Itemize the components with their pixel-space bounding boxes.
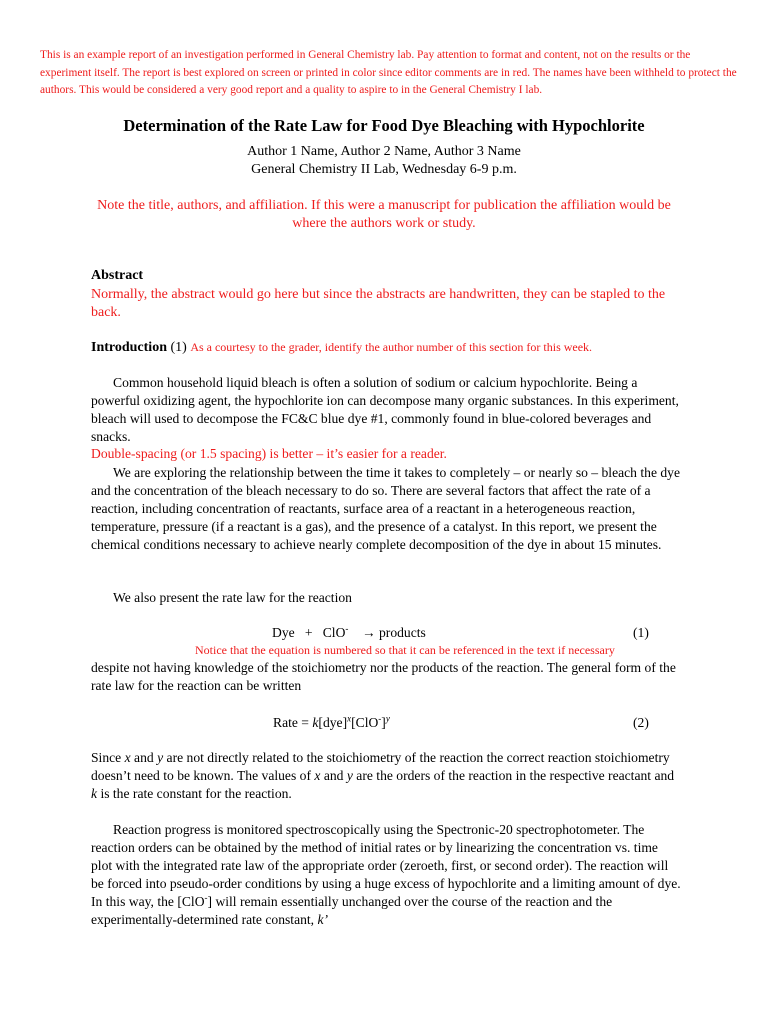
p6-t1: Reaction progress is monitored spectroscopically using the Spectronic-20 spectrophotometer. The reaction orders can be obtained by the method of initial rates or by linearizing the concentration vs. time plot with the integrated rate law of the appropriate order (zeroeth, first, or second order). The reaction will be forced into pseudo-order conditions by using a huge excess of hypochlorite and a limiting amount of dye. In this way, the [ClO bbox=[91, 822, 681, 909]
paragraph-spectroscopy bbox=[91, 821, 681, 929]
paragraph-bleach bbox=[91, 374, 681, 446]
p5-y: y bbox=[157, 750, 164, 765]
eq2-k: k bbox=[312, 715, 319, 730]
paragraph-rate-law-intro-text: We also present the rate law for the reaction bbox=[113, 590, 352, 605]
eq2-charge: - bbox=[378, 713, 382, 724]
equation-2-number: (2) bbox=[633, 715, 649, 730]
equation-1-number: (1) bbox=[633, 625, 649, 640]
p5-x2: x bbox=[314, 768, 321, 783]
paragraph-bleach-text: Common household liquid bleach is often a solution of sodium or calcium hypochlorite. Being a powerful oxidizing agent, the hypochlorite ion can decompose many organic substances. In this experiment, bleach will used to decompose the FC&C blue dye #1, commonly found in blue-colored beverages and snacks. bbox=[91, 375, 679, 444]
editor-note-title: Note the title, authors, and affiliation. If this were a manuscript for publication the affiliation would be where the authors work or study. bbox=[97, 198, 671, 231]
author-block bbox=[0, 143, 768, 179]
eq1-arrow: → bbox=[362, 625, 376, 640]
p5-x: x bbox=[124, 750, 131, 765]
editor-note-author-number: As a courtesy to the grader, identify the author number of this section for this week. bbox=[190, 340, 593, 354]
section-author-number: (1) bbox=[170, 340, 187, 355]
eq1-dye: Dye bbox=[272, 625, 295, 640]
paragraph-orders bbox=[91, 749, 681, 803]
p6-t2: ] will remain essentially unchanged over the course of the reaction and the experimentally-determined rate constant, bbox=[91, 894, 613, 927]
p5-t1: Since bbox=[91, 750, 125, 765]
eq2-y: y bbox=[385, 713, 390, 724]
editor-note-equation: Notice that the equation is numbered so that it can be referenced in the text if necessary bbox=[195, 643, 615, 657]
paragraph-exploring-text: We are exploring the relationship between the time it takes to completely – or nearly so – bleach the dye and the concentration of the bleach necessary to do so. There are several factors that affect the rate of a reaction, including concentration of reactants, surface area of a reactant in a heterogeneous reaction, temperature, pressure (if a reactant is a gas), and the presence of a catalyst. In this report, we present the chemical conditions necessary to achieve nearly complete decomposition of the dye in about 15 minutes. bbox=[91, 465, 681, 552]
equation-1-expression bbox=[272, 625, 426, 641]
eq1-plus: + bbox=[304, 625, 313, 640]
eq2-close: ] bbox=[381, 715, 386, 730]
abstract-heading: Abstract bbox=[91, 268, 144, 283]
introduction-heading-line bbox=[91, 340, 592, 356]
paragraph-rate-law-intro bbox=[91, 589, 681, 607]
p5-t5: are the orders of the reaction in the respective reactant and bbox=[352, 768, 675, 783]
p6-kprime: k’ bbox=[317, 912, 329, 927]
eq2-x: x bbox=[347, 713, 352, 724]
p5-t2: and bbox=[130, 750, 158, 765]
eq2-dye: [dye] bbox=[318, 715, 348, 730]
report-title: Determination of the Rate Law for Food Dye Bleaching with Hypochlorite bbox=[123, 116, 645, 135]
affiliation: General Chemistry II Lab, Wednesday 6-9 p.m. bbox=[251, 162, 517, 177]
p5-t6: is the rate constant for the reaction. bbox=[97, 786, 292, 801]
editor-note-intro: This is an example report of an investigation performed in General Chemistry lab. Pay attention to format and content, not on the results or the experiment itself. The report is best explored on screen or printed in color since editor comments are in red. The names have been withheld to protect the authors. This would be considered a very good report and a quality to aspire to in the General Chemistry I lab. bbox=[40, 49, 737, 96]
introduction-heading: Introduction bbox=[91, 340, 167, 355]
abstract-text: Normally, the abstract would go here but since the abstracts are handwritten, they can be stapled to the back. bbox=[91, 287, 666, 320]
p5-y2: y bbox=[346, 768, 353, 783]
p5-t4: and bbox=[320, 768, 347, 783]
eq1-charge: - bbox=[345, 623, 349, 634]
p6-charge: - bbox=[204, 892, 208, 903]
paragraph-exploring bbox=[91, 464, 681, 554]
eq2-clo: [ClO bbox=[351, 715, 379, 730]
eq2-rate: Rate = bbox=[273, 715, 313, 730]
author-names: Author 1 Name, Author 2 Name, Author 3 Name bbox=[247, 144, 521, 159]
p5-t3: are not directly related to the stoichiometry of the reaction the correct reaction stoichiometry doesn’t need to be known. The values of bbox=[91, 750, 670, 783]
paragraph-stoichiometry: despite not having knowledge of the stoichiometry nor the products of the reaction. The general form of the rate law for the reaction can be written bbox=[91, 660, 676, 693]
equation-2-expression bbox=[273, 715, 390, 731]
eq1-products: products bbox=[379, 625, 426, 640]
p5-k: k bbox=[91, 786, 98, 801]
eq1-clo: ClO bbox=[322, 625, 346, 640]
editor-note-spacing: Double-spacing (or 1.5 spacing) is better – it’s easier for a reader. bbox=[91, 446, 447, 461]
